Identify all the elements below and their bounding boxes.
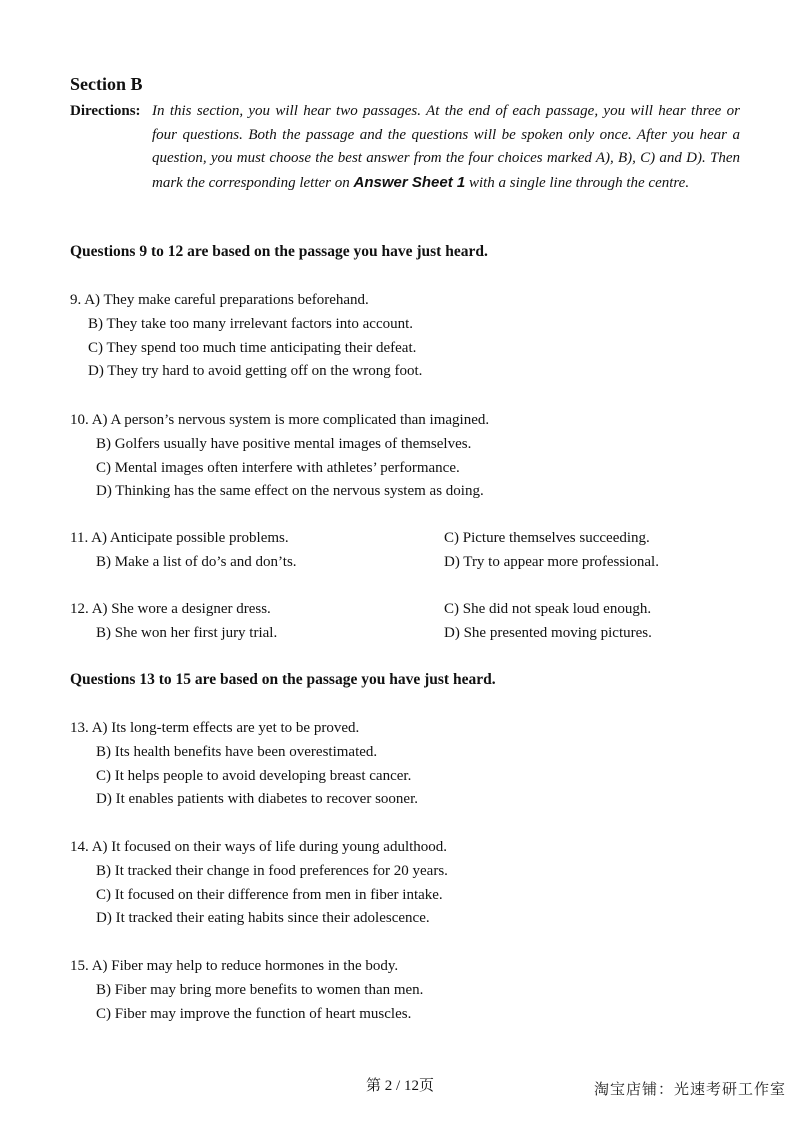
question-option — [70, 598, 750, 622]
option-c: C) It focused on their difference from men in fiber intake. — [96, 886, 443, 903]
question-option — [70, 360, 750, 384]
option-d: D) Thinking has the same effect on the nervous system as doing. — [96, 483, 484, 500]
directions-text-after: with a single line through the centre. — [465, 174, 690, 191]
question-option — [70, 622, 750, 646]
question-option — [70, 836, 750, 860]
question-9 — [70, 289, 750, 384]
question-option — [70, 717, 750, 741]
option-a: A) They make careful preparations beforehand. — [84, 292, 369, 308]
section-title: Section B — [70, 74, 143, 94]
question-number: 13. — [70, 720, 89, 736]
question-option — [70, 979, 750, 1003]
question-12 — [70, 598, 750, 646]
question-10 — [70, 409, 750, 504]
question-13 — [70, 717, 750, 812]
question-14 — [70, 836, 750, 931]
question-option — [70, 457, 750, 481]
question-option — [70, 765, 750, 789]
option-d: D) They try hard to avoid getting off on the wrong foot. — [88, 363, 423, 380]
option-d: D) Try to appear more professional. — [444, 553, 659, 570]
option-b: B) She won her first jury trial. — [96, 624, 278, 641]
question-number: 11. — [70, 530, 89, 546]
question-option — [70, 907, 750, 931]
question-number: 15. — [70, 958, 89, 974]
option-d: D) It tracked their eating habits since their adolescence. — [96, 910, 430, 927]
question-number: 9. — [70, 292, 82, 308]
question-option — [70, 1003, 750, 1027]
option-b: B) They take too many irrelevant factors into account. — [88, 315, 414, 332]
answer-sheet-label: Answer Sheet 1 — [353, 173, 466, 191]
question-option — [70, 409, 750, 433]
option-a: A) A person’s nervous system is more complicated than imagined. — [91, 412, 490, 428]
question-option — [70, 955, 750, 979]
group-heading-9-12: Questions 9 to 12 are based on the passage you have just heard. — [70, 243, 488, 260]
question-option — [70, 527, 750, 551]
option-b: B) Make a list of do’s and don’ts. — [96, 553, 297, 570]
question-number: 14. — [70, 839, 89, 855]
question-option — [70, 313, 750, 337]
question-option — [70, 884, 750, 908]
question-option — [70, 289, 750, 313]
question-number: 12. — [70, 601, 89, 617]
question-11 — [70, 527, 750, 575]
directions-label: Directions: — [70, 103, 141, 119]
option-b: B) Golfers usually have positive mental images of themselves. — [96, 435, 472, 452]
option-a: A) Fiber may help to reduce hormones in the body. — [91, 958, 399, 974]
question-option — [70, 551, 750, 575]
page-number: 第 2 / 12页 — [366, 1078, 434, 1094]
option-c: C) Picture themselves succeeding. — [444, 530, 650, 546]
option-c: C) Fiber may improve the function of heart muscles. — [96, 1005, 412, 1022]
option-a: A) It focused on their ways of life during young adulthood. — [91, 839, 448, 855]
option-c: C) She did not speak loud enough. — [444, 601, 652, 617]
option-a: A) Anticipate possible problems. — [91, 530, 289, 546]
question-option — [70, 480, 750, 504]
group-heading-13-15: Questions 13 to 15 are based on the passage you have just heard. — [70, 671, 496, 688]
option-c: C) Mental images often interfere with athletes’ performance. — [96, 459, 460, 476]
option-a: A) Its long-term effects are yet to be proved. — [91, 720, 360, 736]
option-c: C) It helps people to avoid developing breast cancer. — [96, 767, 412, 784]
shop-watermark: 淘宝店铺：光速考研工作室 — [593, 1080, 786, 1098]
question-number: 10. — [70, 412, 89, 428]
question-option — [70, 337, 750, 361]
option-d: D) It enables patients with diabetes to recover sooner. — [96, 791, 418, 808]
question-15 — [70, 955, 750, 1026]
option-d: D) She presented moving pictures. — [444, 624, 652, 641]
option-b: B) It tracked their change in food preferences for 20 years. — [96, 862, 448, 879]
option-a: A) She wore a designer dress. — [91, 601, 271, 617]
option-c: C) They spend too much time anticipating their defeat. — [88, 339, 417, 356]
question-option — [70, 788, 750, 812]
option-b: B) Its health benefits have been overestimated. — [96, 743, 378, 760]
directions — [70, 100, 740, 195]
option-b: B) Fiber may bring more benefits to women than men. — [96, 981, 424, 998]
question-option — [70, 433, 750, 457]
question-option — [70, 860, 750, 884]
directions-text — [152, 100, 740, 195]
directions-text-before: In this section, you will hear two passages. At the end of each passage, you will hear three or four questions. Both the passage and the questions will be spoken only once. After you hear a question, you must choose the best answer from the four choices marked A), B), C) and D). Then mark the corresponding letter on — [152, 103, 740, 191]
question-option — [70, 741, 750, 765]
